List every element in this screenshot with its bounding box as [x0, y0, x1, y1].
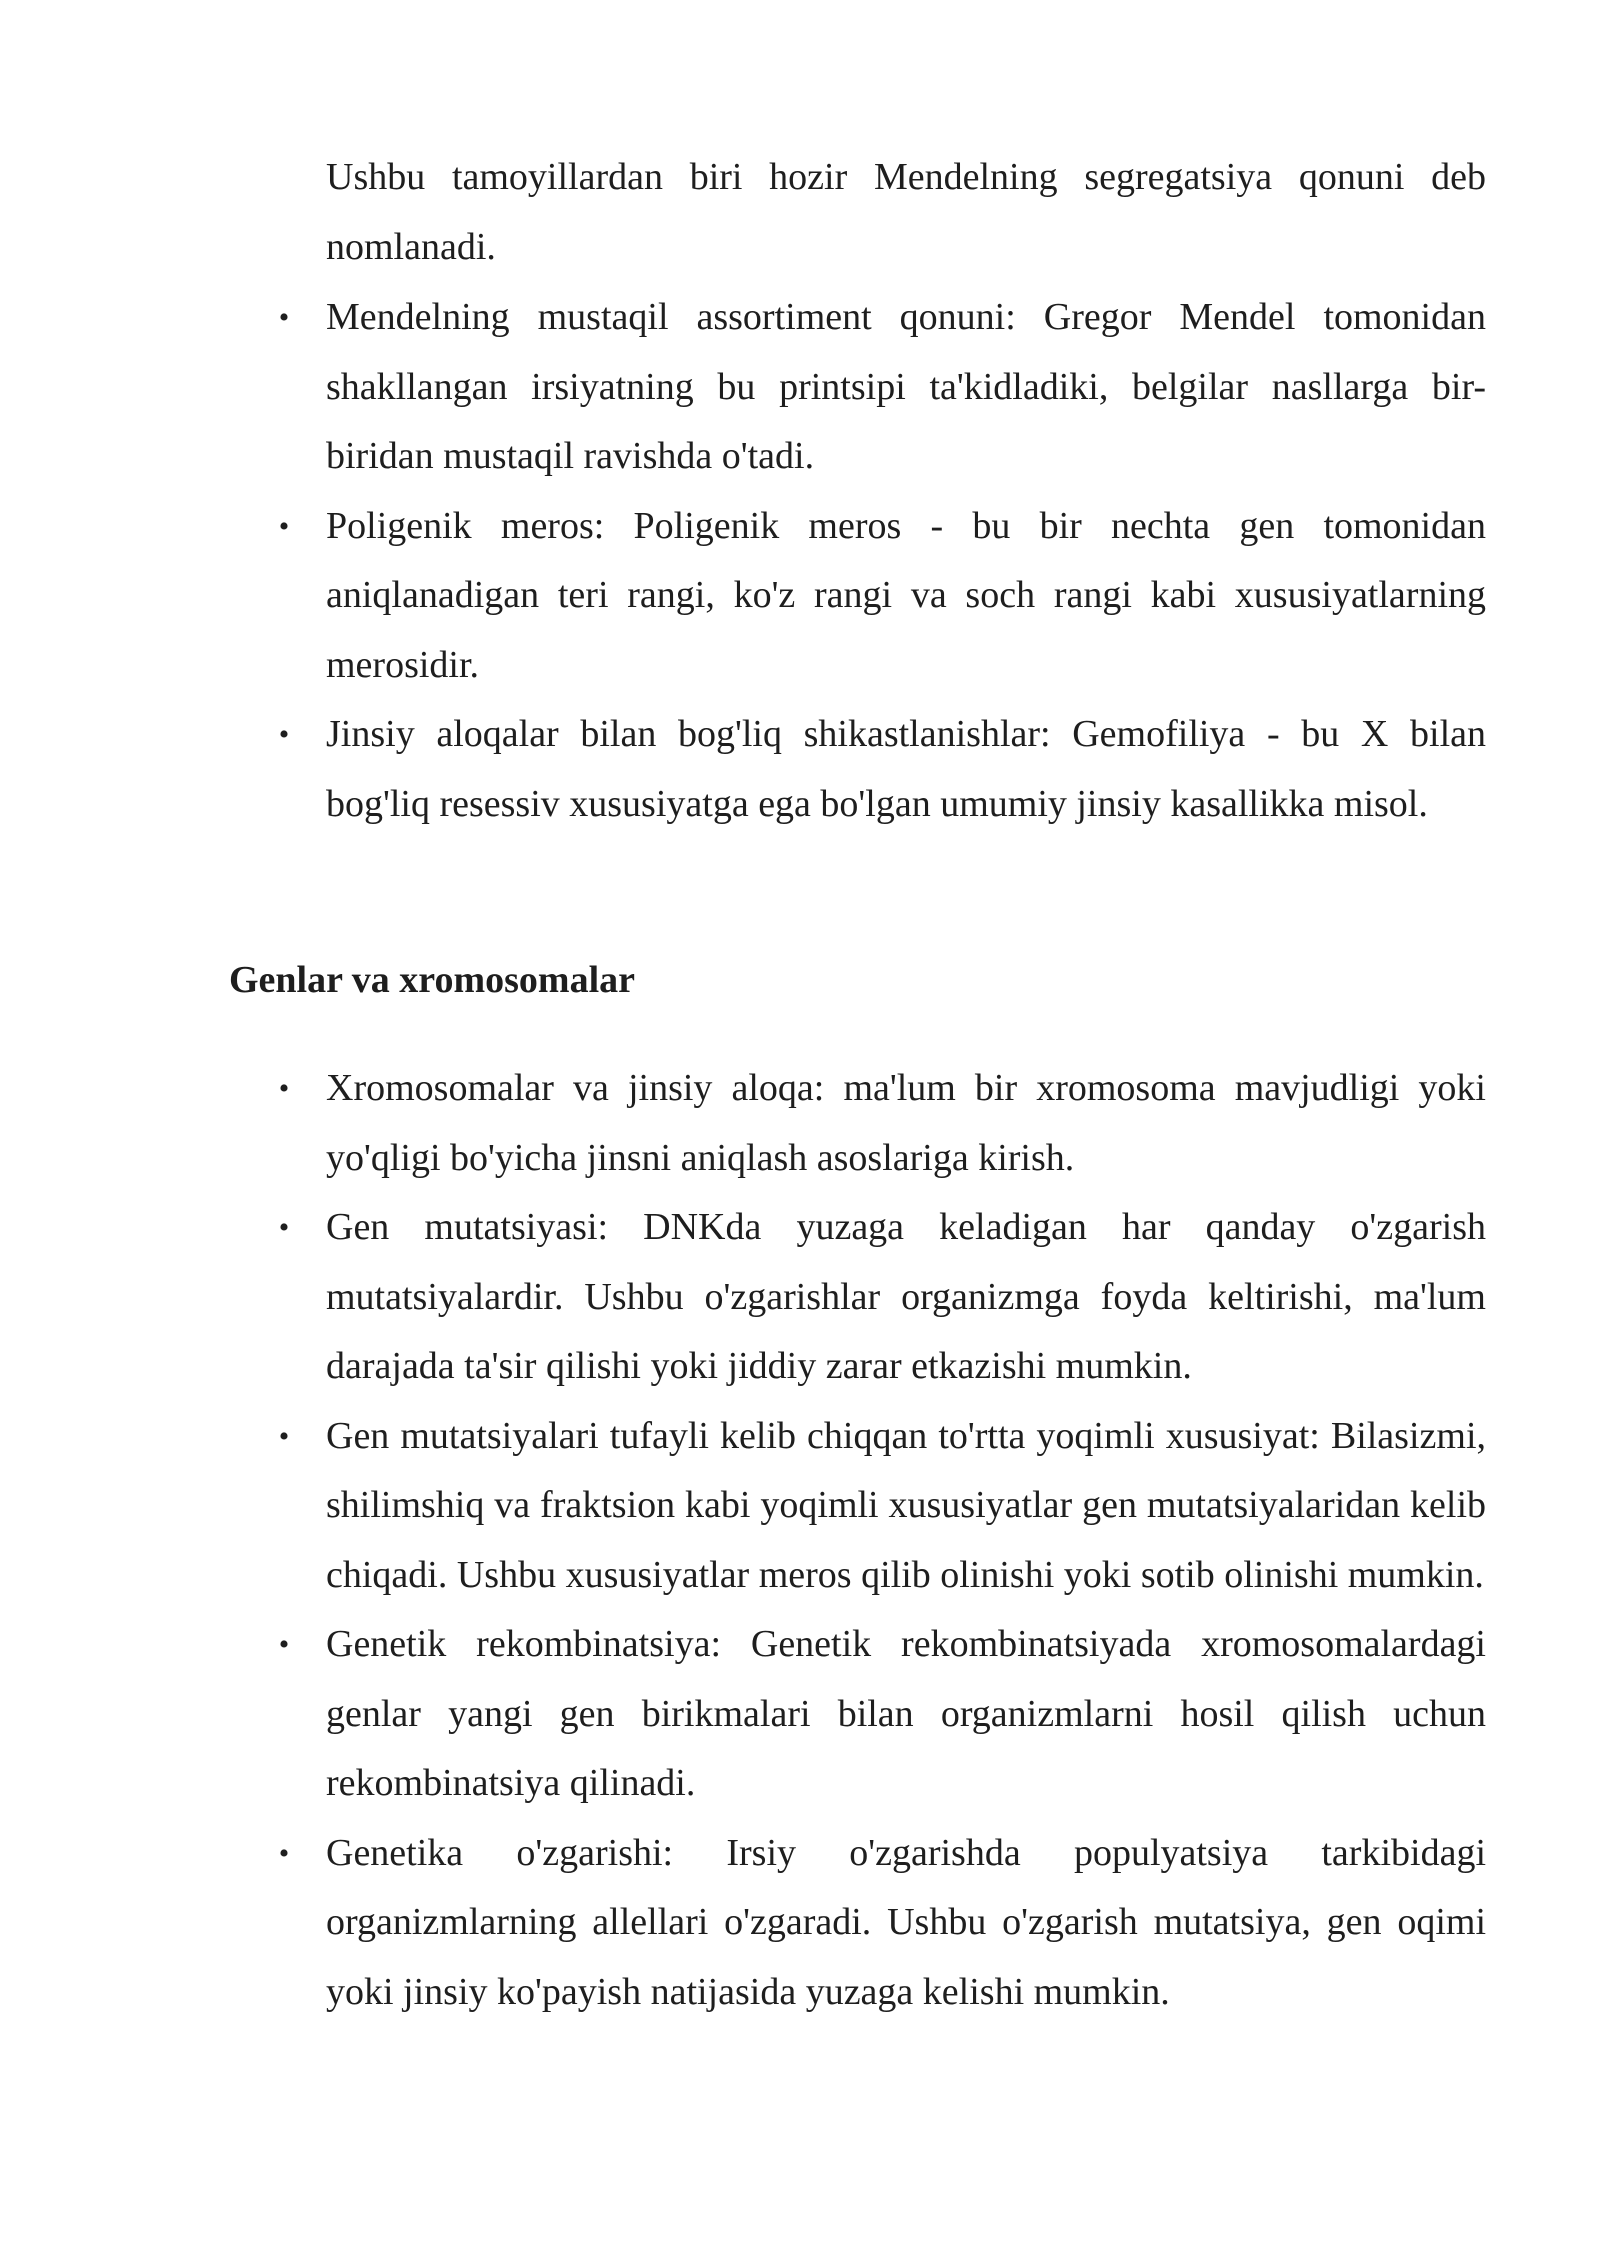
list-item: [278, 1402, 1486, 1611]
list-item: [278, 1819, 1486, 2028]
list-item-text: Genetik rekombinatsiya: Genetik rekombinatsiyada xromosomalardagi genlar yangi gen birikmalari bilan organizmlarni hosil qilish uchun rekombinatsiya qilinadi.: [326, 1623, 1486, 1804]
list-item: [278, 492, 1486, 701]
bullet: •: [278, 1836, 290, 1870]
list-item-text: Gen mutatsiyalari tufayli kelib chiqqan to'rtta yoqimli xususiyat: Bilasizmi, shilimshiq va fraktsion kabi yoqimli xususiyatlar gen mutatsiyalaridan kelib chiqadi. Ushbu xususiyatlar meros qilib olinishi yoki sotib olinishi mumkin.: [326, 1414, 1486, 1596]
list-item-text: Gen mutatsiyasi: DNKda yuzaga keladigan har qanday o'zgarish mutatsiyalardir. Ushbu o'zgarishlar organizmga foyda keltirishi, ma'lum darajada ta'sir qilishi yoki jiddiy zarar etkazishi mumkin.: [326, 1206, 1486, 1387]
list-item-text: Genetika o'zgarishi: Irsiy o'zgarishda populyatsiya tarkibidagi organizmlarning allellari o'zgaradi. Ushbu o'zgarish mutatsiya, gen oqimi yoki jinsiy ko'payish natijasida yuzaga kelishi mumkin.: [326, 1831, 1486, 2013]
bullet: •: [278, 718, 290, 751]
bullet: •: [278, 1628, 290, 1661]
list-item-text: Poligenik meros: Poligenik meros - bu bir nechta gen tomonidan aniqlanadigan teri rangi, ko'z rangi va soch rangi kabi xususiyatlarning merosidir.: [326, 504, 1486, 686]
list-item: [278, 1193, 1486, 1402]
bullet: •: [278, 509, 290, 543]
list-item-text: Mendelning mustaqil assortiment qonuni: Gregor Mendel tomonidan shakllangan irsiyatning bu printsipi ta'kidladiki, belgilar nasllarga bir-biridan mustaqil ravishda o'tadi.: [326, 296, 1486, 477]
bullet: •: [278, 1072, 290, 1105]
bullet: •: [278, 1211, 290, 1244]
bullet: •: [278, 1419, 290, 1453]
intro-paragraph: Ushbu tamoyillardan biri hozir Mendelning segregatsiya qonuni deb nomlanadi.: [326, 156, 1486, 268]
list-item: [278, 1610, 1486, 1819]
bullet: •: [278, 301, 290, 334]
list-item-text: Xromosomalar va jinsiy aloqa: ma'lum bir xromosoma mavjudligi yoki yo'qligi bo'yicha jinsni aniqlash asoslariga kirish.: [326, 1067, 1486, 1179]
section-heading: Genlar va xromosomalar: [229, 959, 635, 1001]
list-item-text: Jinsiy aloqalar bilan bog'liq shikastlanishlar: Gemofiliya - bu X bilan bog'liq resessiv xususiyatga ega bo'lgan umumiy jinsiy kasallikka misol.: [326, 713, 1486, 825]
inheritance-list: [278, 283, 1486, 839]
list-item: [278, 700, 1486, 839]
list-item: [278, 283, 1486, 492]
genes-chromosomes-list: [278, 1054, 1486, 2027]
list-item: [278, 1054, 1486, 1193]
